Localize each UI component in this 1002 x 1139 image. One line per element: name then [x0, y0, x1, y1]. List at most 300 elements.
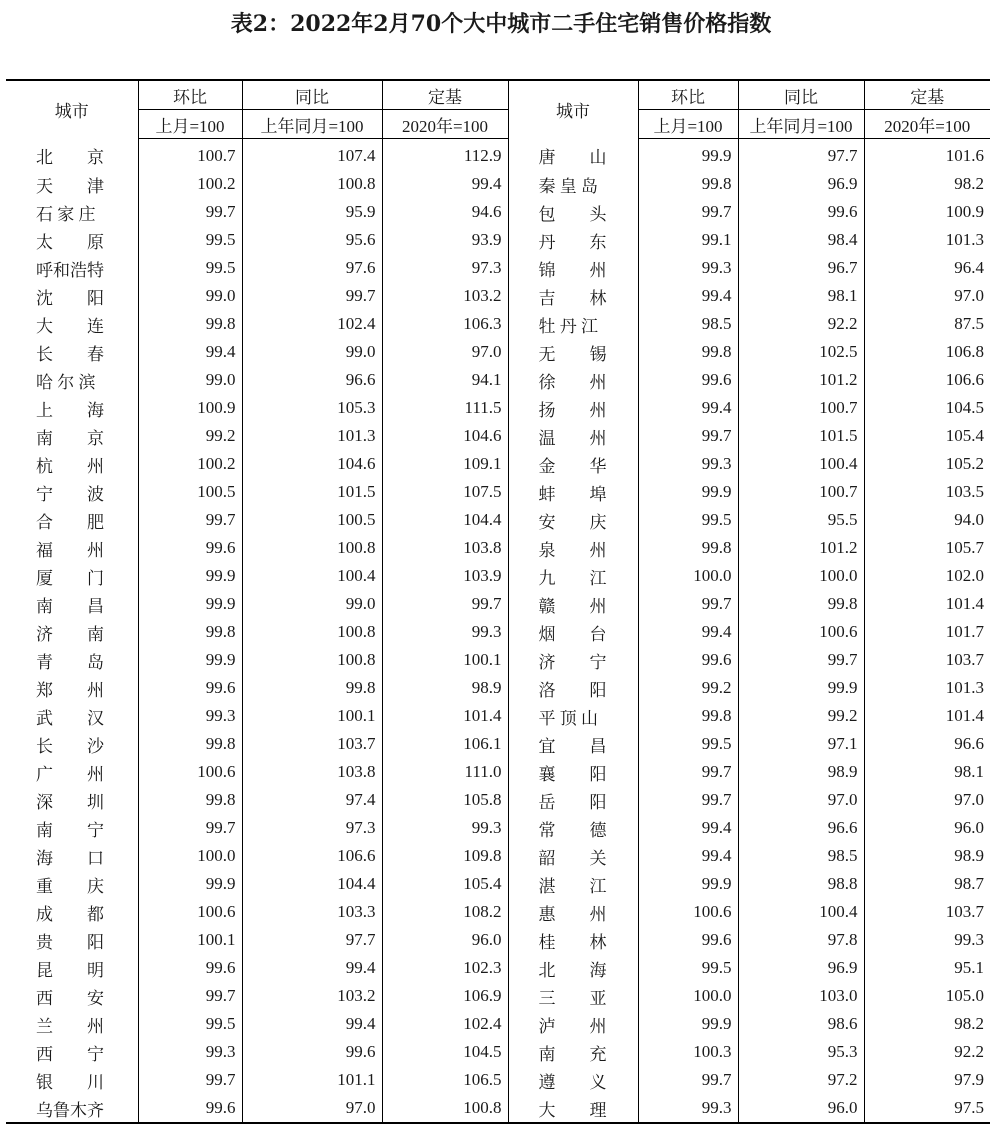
mom-cell-left: 99.5	[138, 226, 242, 254]
yoy-cell-right: 101.5	[738, 422, 864, 450]
mom-cell-right: 99.2	[638, 674, 738, 702]
mom-cell-right: 99.3	[638, 1094, 738, 1123]
city-cell-left: 太 原	[36, 232, 104, 252]
yoy-cell-right: 98.1	[738, 282, 864, 310]
city-cell-left: 长 沙	[36, 736, 104, 756]
mom-cell-right: 99.5	[638, 730, 738, 758]
city-cell-right: 秦 皇 岛	[508, 170, 638, 198]
yoy-cell-left: 101.1	[242, 1066, 382, 1094]
city-cell-right: 襄 阳	[508, 758, 638, 786]
mom-cell-left: 99.6	[138, 1094, 242, 1123]
mom-cell-right: 99.9	[638, 870, 738, 898]
yoy-cell-right: 99.6	[738, 198, 864, 226]
mom-cell-left: 99.9	[138, 562, 242, 590]
base-cell-left: 102.3	[382, 954, 508, 982]
yoy-cell-left: 102.4	[242, 310, 382, 338]
base-cell-right: 105.0	[864, 982, 990, 1010]
base-cell-left: 93.9	[382, 226, 508, 254]
base-cell-right: 99.3	[864, 926, 990, 954]
mom-cell-right: 99.3	[638, 254, 738, 282]
yoy-cell-right: 96.0	[738, 1094, 864, 1123]
mom-cell-right: 99.7	[638, 786, 738, 814]
yoy-cell-right: 98.8	[738, 870, 864, 898]
yoy-cell-right: 101.2	[738, 534, 864, 562]
city-cell-left: 武 汉	[36, 708, 104, 728]
base-cell-right: 98.2	[864, 170, 990, 198]
city-cell-left: 西 安	[36, 988, 104, 1008]
base-cell-right: 97.0	[864, 786, 990, 814]
table-row	[6, 139, 990, 171]
base-cell-right: 97.5	[864, 1094, 990, 1123]
mom-cell-left: 99.7	[138, 814, 242, 842]
base-cell-left: 111.5	[382, 394, 508, 422]
city-cell-right: 遵 义	[508, 1066, 638, 1094]
table-row	[6, 870, 990, 898]
table-row	[6, 282, 990, 310]
yoy-cell-right: 99.9	[738, 674, 864, 702]
yoy-cell-right: 97.7	[738, 139, 864, 171]
yoy-cell-left: 101.3	[242, 422, 382, 450]
city-cell-left: 南 昌	[36, 596, 104, 616]
yoy-cell-right: 100.7	[738, 478, 864, 506]
table-row	[6, 646, 990, 674]
city-cell-right: 包 头	[508, 198, 638, 226]
table-row	[6, 786, 990, 814]
yoy-cell-right: 95.5	[738, 506, 864, 534]
base-cell-right: 87.5	[864, 310, 990, 338]
base-cell-right: 103.5	[864, 478, 990, 506]
base-cell-left: 106.9	[382, 982, 508, 1010]
mom-cell-right: 99.7	[638, 422, 738, 450]
mom-cell-right: 99.4	[638, 394, 738, 422]
city-cell-right: 岳 阳	[508, 786, 638, 814]
city-cell-right: 湛 江	[508, 870, 638, 898]
mom-cell-left: 99.8	[138, 786, 242, 814]
table-row	[6, 1094, 990, 1123]
yoy-cell-left: 99.7	[242, 282, 382, 310]
header-yoy-right: 同比	[738, 80, 864, 110]
base-cell-right: 98.2	[864, 1010, 990, 1038]
table-row	[6, 450, 990, 478]
city-cell-right: 金 华	[508, 450, 638, 478]
base-cell-left: 108.2	[382, 898, 508, 926]
yoy-cell-right: 97.1	[738, 730, 864, 758]
header-city-right: 城市	[508, 80, 638, 139]
base-cell-right: 96.0	[864, 814, 990, 842]
yoy-cell-left: 97.0	[242, 1094, 382, 1123]
table-row	[6, 254, 990, 282]
city-cell-right: 惠 州	[508, 898, 638, 926]
mom-cell-right: 99.8	[638, 338, 738, 366]
table-row	[6, 310, 990, 338]
city-cell-right: 平 顶 山	[508, 702, 638, 730]
mom-cell-right: 100.0	[638, 982, 738, 1010]
base-cell-left: 104.5	[382, 1038, 508, 1066]
city-cell-right: 桂 林	[508, 926, 638, 954]
mom-cell-right: 99.7	[638, 590, 738, 618]
city-cell-left: 合 肥	[36, 512, 104, 532]
header-yoy-sub-left: 上年同月=100	[242, 110, 382, 139]
city-cell-right: 济 宁	[508, 646, 638, 674]
yoy-cell-right: 102.5	[738, 338, 864, 366]
mom-cell-right: 99.9	[638, 478, 738, 506]
table-row	[6, 198, 990, 226]
header-mom-right: 环比	[638, 80, 738, 110]
mom-cell-right: 99.5	[638, 954, 738, 982]
city-cell-right: 徐 州	[508, 366, 638, 394]
mom-cell-left: 99.7	[138, 982, 242, 1010]
city-cell-right: 泉 州	[508, 534, 638, 562]
table-row	[6, 338, 990, 366]
yoy-cell-right: 97.8	[738, 926, 864, 954]
city-cell-right: 泸 州	[508, 1010, 638, 1038]
mom-cell-left: 100.2	[138, 450, 242, 478]
base-cell-right: 101.4	[864, 590, 990, 618]
city-cell-left: 北 京	[36, 148, 104, 168]
base-cell-right: 96.4	[864, 254, 990, 282]
yoy-cell-right: 98.9	[738, 758, 864, 786]
mom-cell-left: 99.5	[138, 1010, 242, 1038]
base-cell-right: 105.4	[864, 422, 990, 450]
yoy-cell-left: 100.1	[242, 702, 382, 730]
yoy-cell-left: 99.8	[242, 674, 382, 702]
city-cell-left: 兰 州	[36, 1016, 104, 1036]
mom-cell-right: 99.3	[638, 450, 738, 478]
base-cell-right: 97.0	[864, 282, 990, 310]
mom-cell-right: 99.6	[638, 926, 738, 954]
mom-cell-right: 99.7	[638, 758, 738, 786]
mom-cell-left: 99.8	[138, 310, 242, 338]
city-cell-left: 沈 阳	[36, 288, 104, 308]
city-cell-right: 大 理	[508, 1094, 638, 1123]
yoy-cell-right: 96.9	[738, 170, 864, 198]
table-row	[6, 1066, 990, 1094]
table-row	[6, 618, 990, 646]
base-cell-right: 106.6	[864, 366, 990, 394]
city-cell-left: 青 岛	[36, 652, 104, 672]
yoy-cell-left: 97.4	[242, 786, 382, 814]
base-cell-right: 98.7	[864, 870, 990, 898]
yoy-cell-right: 100.0	[738, 562, 864, 590]
city-cell-left: 银 川	[36, 1072, 104, 1092]
mom-cell-right: 99.4	[638, 814, 738, 842]
base-cell-right: 95.1	[864, 954, 990, 982]
table-row	[6, 1038, 990, 1066]
city-cell-left: 厦 门	[36, 568, 104, 588]
city-cell-right: 吉 林	[508, 282, 638, 310]
mom-cell-right: 99.9	[638, 139, 738, 171]
table-row	[6, 562, 990, 590]
city-cell-left: 哈 尔 滨	[36, 372, 96, 392]
header-base-sub-right: 2020年=100	[864, 110, 990, 139]
mom-cell-right: 100.6	[638, 898, 738, 926]
table-title: 表2：2022年2月70个大中城市二手住宅销售价格指数	[230, 11, 772, 37]
table-row	[6, 982, 990, 1010]
yoy-cell-left: 104.6	[242, 450, 382, 478]
yoy-cell-right: 100.4	[738, 450, 864, 478]
mom-cell-left: 99.6	[138, 954, 242, 982]
yoy-cell-right: 96.7	[738, 254, 864, 282]
yoy-cell-right: 95.3	[738, 1038, 864, 1066]
city-cell-left: 天 津	[36, 176, 104, 196]
price-index-table	[6, 79, 990, 1124]
city-cell-right: 赣 州	[508, 590, 638, 618]
base-cell-left: 103.9	[382, 562, 508, 590]
mom-cell-right: 100.0	[638, 562, 738, 590]
base-cell-left: 109.1	[382, 450, 508, 478]
yoy-cell-left: 100.5	[242, 506, 382, 534]
mom-cell-left: 100.5	[138, 478, 242, 506]
base-cell-right: 97.9	[864, 1066, 990, 1094]
mom-cell-left: 99.4	[138, 338, 242, 366]
mom-cell-left: 99.2	[138, 422, 242, 450]
header-row-sub	[6, 110, 990, 139]
header-mom-left: 环比	[138, 80, 242, 110]
city-cell-right: 宜 昌	[508, 730, 638, 758]
yoy-cell-right: 92.2	[738, 310, 864, 338]
base-cell-right: 103.7	[864, 646, 990, 674]
base-cell-left: 99.7	[382, 590, 508, 618]
yoy-cell-right: 100.6	[738, 618, 864, 646]
city-cell-left: 上 海	[36, 400, 104, 420]
mom-cell-left: 99.3	[138, 1038, 242, 1066]
yoy-cell-left: 95.6	[242, 226, 382, 254]
mom-cell-left: 100.7	[138, 139, 242, 171]
base-cell-left: 104.4	[382, 506, 508, 534]
yoy-cell-left: 103.7	[242, 730, 382, 758]
mom-cell-right: 99.1	[638, 226, 738, 254]
base-cell-right: 98.1	[864, 758, 990, 786]
yoy-cell-right: 98.5	[738, 842, 864, 870]
table-row	[6, 394, 990, 422]
header-base-sub-left: 2020年=100	[382, 110, 508, 139]
table-row	[6, 170, 990, 198]
mom-cell-right: 99.6	[638, 646, 738, 674]
base-cell-right: 102.0	[864, 562, 990, 590]
mom-cell-left: 99.9	[138, 646, 242, 674]
mom-cell-left: 99.9	[138, 870, 242, 898]
yoy-cell-right: 100.7	[738, 394, 864, 422]
mom-cell-left: 99.0	[138, 366, 242, 394]
yoy-cell-left: 95.9	[242, 198, 382, 226]
city-cell-left: 南 宁	[36, 820, 104, 840]
city-cell-left: 南 京	[36, 428, 104, 448]
mom-cell-left: 99.0	[138, 282, 242, 310]
base-cell-right: 96.6	[864, 730, 990, 758]
base-cell-right: 101.6	[864, 139, 990, 171]
mom-cell-right: 99.6	[638, 366, 738, 394]
city-cell-right: 锦 州	[508, 254, 638, 282]
yoy-cell-right: 98.4	[738, 226, 864, 254]
base-cell-left: 103.8	[382, 534, 508, 562]
city-cell-left: 成 都	[36, 904, 104, 924]
base-cell-right: 92.2	[864, 1038, 990, 1066]
yoy-cell-right: 103.0	[738, 982, 864, 1010]
yoy-cell-right: 99.7	[738, 646, 864, 674]
city-cell-right: 洛 阳	[508, 674, 638, 702]
city-cell-right: 唐 山	[508, 139, 638, 171]
table-row	[6, 730, 990, 758]
yoy-cell-left: 104.4	[242, 870, 382, 898]
yoy-cell-left: 106.6	[242, 842, 382, 870]
yoy-cell-left: 99.4	[242, 1010, 382, 1038]
city-cell-left: 深 圳	[36, 792, 104, 812]
base-cell-right: 101.3	[864, 674, 990, 702]
header-base-right: 定基	[864, 80, 990, 110]
yoy-cell-left: 100.8	[242, 646, 382, 674]
city-cell-left: 济 南	[36, 624, 104, 644]
yoy-cell-left: 99.6	[242, 1038, 382, 1066]
header-yoy-left: 同比	[242, 80, 382, 110]
city-cell-left: 昆 明	[36, 960, 104, 980]
yoy-cell-right: 96.6	[738, 814, 864, 842]
base-cell-left: 102.4	[382, 1010, 508, 1038]
yoy-cell-left: 103.3	[242, 898, 382, 926]
mom-cell-left: 100.2	[138, 170, 242, 198]
base-cell-right: 104.5	[864, 394, 990, 422]
mom-cell-left: 99.7	[138, 506, 242, 534]
mom-cell-left: 100.9	[138, 394, 242, 422]
city-cell-right: 常 德	[508, 814, 638, 842]
base-cell-left: 98.9	[382, 674, 508, 702]
base-cell-right: 105.2	[864, 450, 990, 478]
base-cell-left: 106.5	[382, 1066, 508, 1094]
base-cell-left: 100.1	[382, 646, 508, 674]
yoy-cell-left: 99.4	[242, 954, 382, 982]
yoy-cell-left: 103.8	[242, 758, 382, 786]
city-cell-left: 杭 州	[36, 456, 104, 476]
mom-cell-left: 99.6	[138, 674, 242, 702]
base-cell-right: 94.0	[864, 506, 990, 534]
base-cell-left: 103.2	[382, 282, 508, 310]
mom-cell-right: 99.4	[638, 282, 738, 310]
table-row	[6, 506, 990, 534]
header-yoy-sub-right: 上年同月=100	[738, 110, 864, 139]
yoy-cell-right: 100.4	[738, 898, 864, 926]
city-cell-left: 大 连	[36, 316, 104, 336]
yoy-cell-left: 96.6	[242, 366, 382, 394]
base-cell-right: 101.3	[864, 226, 990, 254]
yoy-cell-left: 103.2	[242, 982, 382, 1010]
base-cell-left: 100.8	[382, 1094, 508, 1123]
mom-cell-right: 99.8	[638, 702, 738, 730]
yoy-cell-left: 100.8	[242, 618, 382, 646]
city-cell-right: 烟 台	[508, 618, 638, 646]
mom-cell-right: 99.5	[638, 506, 738, 534]
city-cell-right: 九 江	[508, 562, 638, 590]
city-cell-left: 乌鲁木齐	[36, 1100, 104, 1120]
table-row	[6, 898, 990, 926]
city-cell-left: 西 宁	[36, 1044, 104, 1064]
table-row	[6, 674, 990, 702]
yoy-cell-left: 100.8	[242, 170, 382, 198]
base-cell-right: 101.4	[864, 702, 990, 730]
mom-cell-right: 98.5	[638, 310, 738, 338]
yoy-cell-left: 97.6	[242, 254, 382, 282]
city-cell-right: 牡 丹 江	[508, 310, 638, 338]
mom-cell-right: 99.4	[638, 618, 738, 646]
base-cell-left: 111.0	[382, 758, 508, 786]
yoy-cell-left: 101.5	[242, 478, 382, 506]
city-cell-right: 三 亚	[508, 982, 638, 1010]
table-row	[6, 1010, 990, 1038]
mom-cell-left: 99.3	[138, 702, 242, 730]
table-row	[6, 366, 990, 394]
base-cell-left: 96.0	[382, 926, 508, 954]
base-cell-left: 94.6	[382, 198, 508, 226]
yoy-cell-left: 105.3	[242, 394, 382, 422]
base-cell-right: 103.7	[864, 898, 990, 926]
table-row	[6, 954, 990, 982]
yoy-cell-left: 97.3	[242, 814, 382, 842]
city-cell-right: 北 海	[508, 954, 638, 982]
table-row	[6, 926, 990, 954]
mom-cell-left: 100.6	[138, 898, 242, 926]
base-cell-right: 106.8	[864, 338, 990, 366]
yoy-cell-right: 98.6	[738, 1010, 864, 1038]
base-cell-right: 101.7	[864, 618, 990, 646]
yoy-cell-right: 101.2	[738, 366, 864, 394]
base-cell-left: 106.1	[382, 730, 508, 758]
mom-cell-right: 99.4	[638, 842, 738, 870]
yoy-cell-left: 99.0	[242, 338, 382, 366]
base-cell-left: 107.5	[382, 478, 508, 506]
city-cell-right: 安 庆	[508, 506, 638, 534]
mom-cell-left: 99.7	[138, 198, 242, 226]
yoy-cell-left: 107.4	[242, 139, 382, 171]
base-cell-right: 100.9	[864, 198, 990, 226]
table-row	[6, 534, 990, 562]
city-cell-right: 丹 东	[508, 226, 638, 254]
yoy-cell-left: 100.4	[242, 562, 382, 590]
mom-cell-left: 99.5	[138, 254, 242, 282]
mom-cell-left: 99.9	[138, 590, 242, 618]
base-cell-left: 112.9	[382, 139, 508, 171]
city-cell-right: 无 锡	[508, 338, 638, 366]
mom-cell-left: 100.6	[138, 758, 242, 786]
yoy-cell-left: 100.8	[242, 534, 382, 562]
table-row	[6, 842, 990, 870]
base-cell-left: 99.4	[382, 170, 508, 198]
yoy-cell-right: 97.2	[738, 1066, 864, 1094]
mom-cell-right: 99.8	[638, 534, 738, 562]
header-city-left: 城市	[54, 102, 89, 122]
table-row	[6, 478, 990, 506]
mom-cell-left: 99.6	[138, 534, 242, 562]
city-cell-left: 海 口	[36, 848, 104, 868]
table-row	[6, 814, 990, 842]
city-cell-left: 郑 州	[36, 680, 104, 700]
city-cell-left: 长 春	[36, 344, 104, 364]
table-body	[6, 139, 990, 1124]
mom-cell-left: 100.0	[138, 842, 242, 870]
city-cell-right: 扬 州	[508, 394, 638, 422]
base-cell-left: 109.8	[382, 842, 508, 870]
city-cell-left: 贵 阳	[36, 932, 104, 952]
mom-cell-left: 100.1	[138, 926, 242, 954]
base-cell-left: 99.3	[382, 814, 508, 842]
yoy-cell-right: 97.0	[738, 786, 864, 814]
table-row	[6, 702, 990, 730]
header-base-left: 定基	[382, 80, 508, 110]
table-row	[6, 226, 990, 254]
yoy-cell-left: 99.0	[242, 590, 382, 618]
mom-cell-right: 99.8	[638, 170, 738, 198]
base-cell-left: 94.1	[382, 366, 508, 394]
base-cell-left: 106.3	[382, 310, 508, 338]
mom-cell-left: 99.8	[138, 618, 242, 646]
base-cell-left: 104.6	[382, 422, 508, 450]
